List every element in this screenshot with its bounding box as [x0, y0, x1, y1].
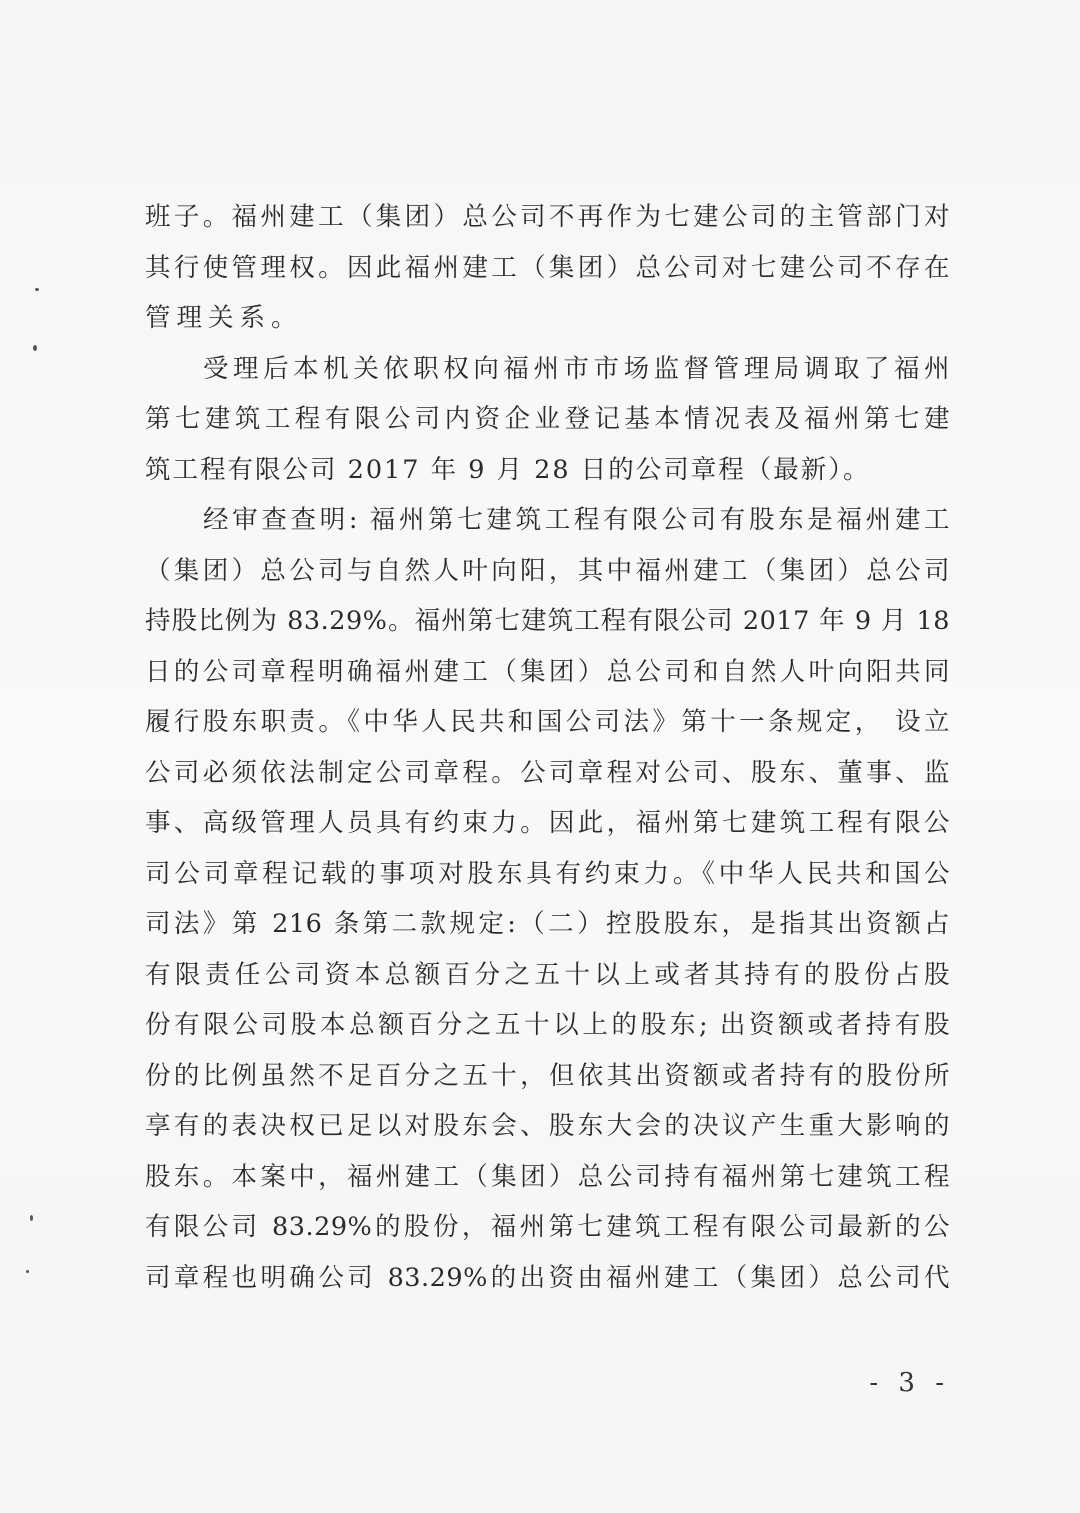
text-line: （集团）总公司与自然人叶向阳，其中福州建工（集团）总公司 — [145, 555, 950, 586]
text-line: 司章程也明确公司 83.29%的出资由福州建工（集团）总公司代 — [145, 1262, 950, 1293]
text-line: 司公司章程记载的事项对股东具有约束力。《中华人民共和国公 — [145, 858, 950, 889]
text-line: 经审查查明: 福州第七建筑工程有限公司有股东是福州建工 — [203, 505, 950, 535]
text-line: 份有限公司股本总额百分之五十以上的股东; 出资额或者持有股 — [145, 1010, 950, 1040]
text-line: 事、高级管理人员具有约束力。因此，福州第七建筑工程有限公 — [145, 808, 950, 838]
text-line: 持股比例为 83.29%。福州第七建筑工程有限公司 2017 年 9 月 18 — [145, 606, 950, 636]
text-line: 管理关系。 — [145, 303, 303, 333]
text-line: 司法》第 216 条第二款规定:（二）控股股东，是指其出资额占 — [145, 909, 950, 939]
text-line: 日的公司章程明确福州建工（集团）总公司和自然人叶向阳共同 — [145, 656, 950, 687]
text-line: 班子。福州建工（集团）总公司不再作为七建公司的主管部门对 — [145, 202, 950, 232]
text-line: 公司必须依法制定公司章程。公司章程对公司、股东、董事、监 — [145, 757, 950, 788]
text-line: 股东。本案中，福州建工（集团）总公司持有福州第七建筑工程 — [145, 1161, 950, 1192]
text-line: 份的比例虽然不足百分之五十，但依其出资额或者持有的股份所 — [145, 1060, 950, 1091]
text-line: 筑工程有限公司 2017 年 9 月 28 日的公司章程（最新）。 — [145, 454, 871, 485]
scan-speck — [26, 1270, 29, 1273]
text-line: 有限责任公司资本总额百分之五十以上或者其持有的股份占股 — [145, 959, 950, 990]
scan-speck — [30, 1215, 33, 1221]
text-line: 第七建筑工程有限公司内资企业登记基本情况表及福州第七建 — [145, 404, 950, 434]
text-line: 享有的表决权已足以对股东会、股东大会的决议产生重大影响的 — [145, 1111, 950, 1141]
scan-speck — [33, 345, 37, 351]
page-number: - 3 - — [869, 1368, 950, 1398]
text-line: 履行股东职责。《中华人民共和国公司法》第十一条规定， 设立 — [145, 707, 950, 737]
scan-speck — [35, 288, 39, 291]
body-text — [145, 192, 950, 1303]
text-line: 其行使管理权。因此福州建工（集团）总公司对七建公司不存在 — [145, 252, 950, 283]
text-line: 受理后本机关依职权向福州市市场监督管理局调取了福州 — [203, 353, 950, 384]
text-line: 有限公司 83.29%的股份，福州第七建筑工程有限公司最新的公 — [145, 1212, 950, 1242]
